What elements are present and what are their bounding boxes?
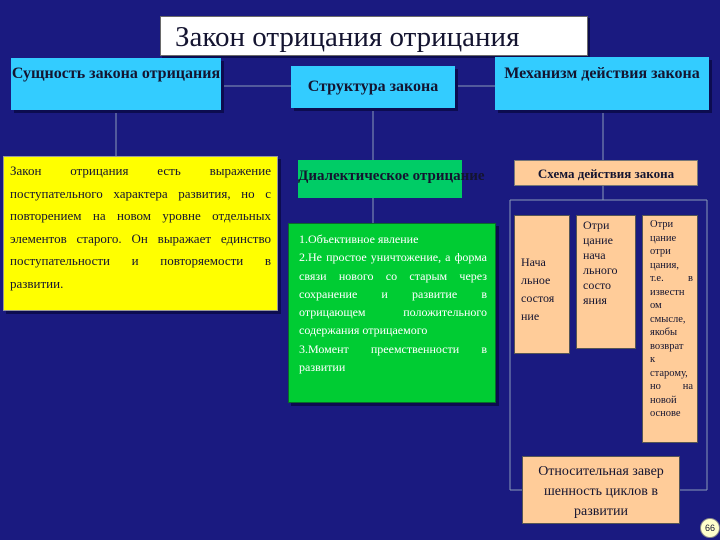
stage-line: ом [650,300,662,311]
essence-description: Закон отрицания есть выражение поступательного характера развития, но с повторением на новом уровне отдельных элементов старого. Он выражает единство поступательности и повторяемости в развитии. [3,156,278,311]
stage-line: льного [583,263,618,277]
stage-line: Отри [650,219,674,230]
stage-line: цания, [650,259,679,271]
relative-completeness-box: Относительная завер шенность циклов в развитии [522,456,680,524]
stage-line: т.е. в [650,273,693,284]
slide-title: Закон отрицания отрицания [160,16,588,56]
stage-line: новой [650,394,677,406]
stage-line: смысле, [650,313,686,325]
stage-initial-state [514,215,570,354]
stage-line: якобы [650,327,678,338]
stage-line: Нача [521,255,546,269]
mechanism-header: Механизм действия закона [495,57,709,110]
stage-line: старому, [650,367,688,379]
stage-line: льное [521,273,551,287]
stage-line: цание [583,233,613,247]
stage-line: яния [583,293,607,307]
stage-line: ние [521,309,540,323]
page-number-badge: 66 [700,518,720,538]
stage-line: состоя [521,291,555,305]
structure-list [288,223,496,403]
essence-header: Сущность закона отрицания [11,58,221,110]
stage-line: основе [650,408,681,419]
structure-item: 2.Не простое уничтожение, а форма связи нового со старым через сохранение и развитие в отрицающем положительного содержания отрицаемого [299,250,487,338]
stage-line: известн [650,286,685,298]
stage-line: но на [650,381,693,392]
stage-line: нача [583,248,606,262]
structure-item: 1.Объективное явление [299,232,419,246]
stage-line: к [650,354,656,365]
stage-line: состо [583,278,612,292]
scheme-title: Схема действия закона [514,160,698,186]
dialectic-negation-label: Диалектическое отрицание [298,160,462,198]
structure-item: 3.Момент преемственности в развитии [299,341,487,375]
stage-negation-of-negation [642,215,698,443]
stage-line: Отри [583,218,610,232]
stage-line: отри [650,246,671,257]
stage-negation [576,215,636,349]
stage-line: цание [650,232,677,244]
structure-header: Структура закона [291,66,455,108]
stage-line: возврат [650,340,684,352]
